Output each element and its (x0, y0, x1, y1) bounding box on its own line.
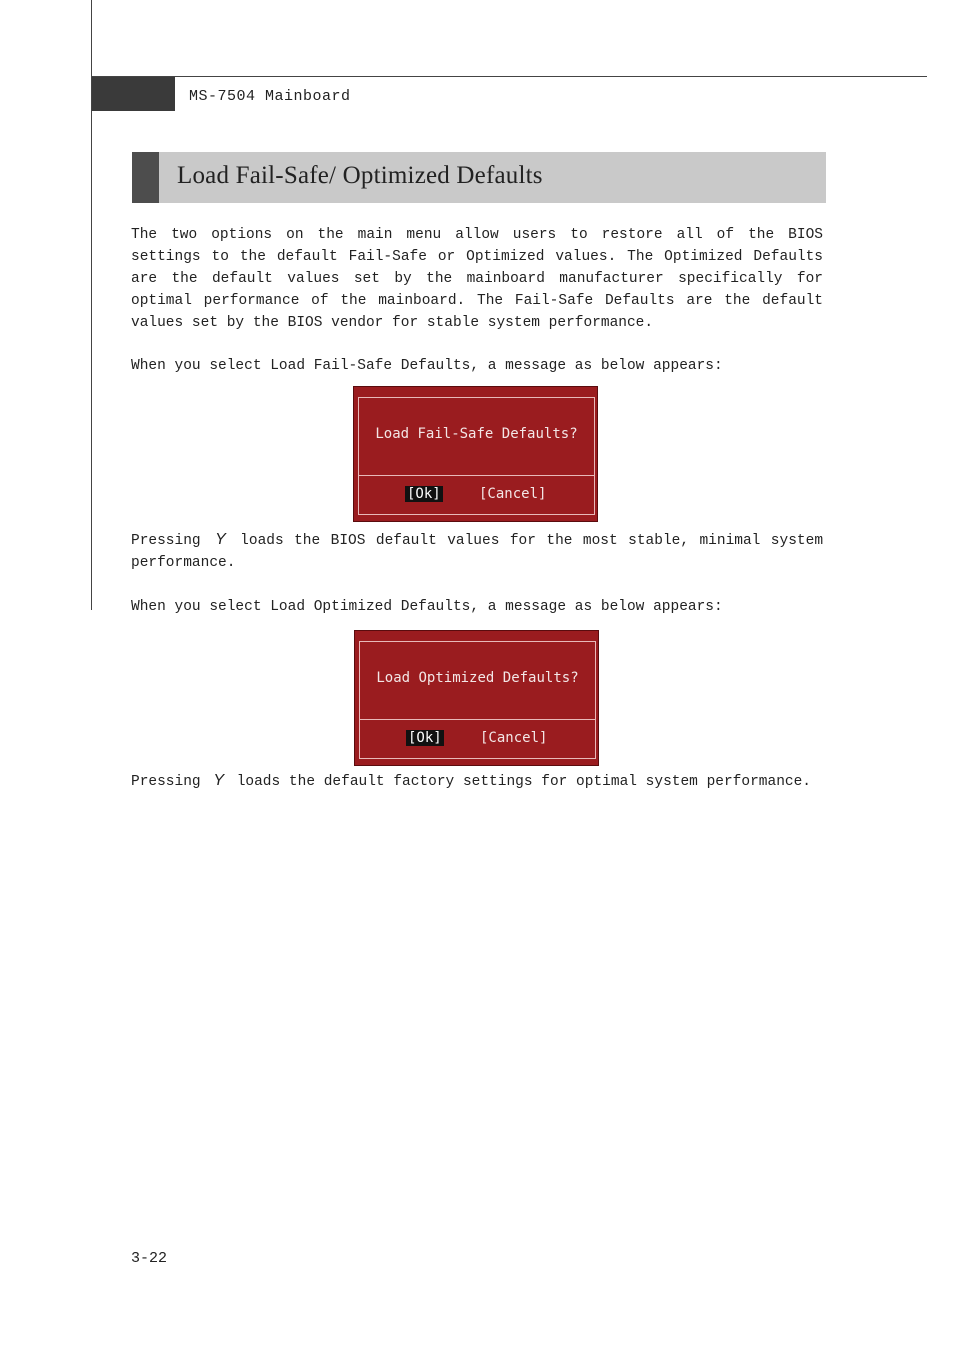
running-header-title: MS-7504 Mainboard (189, 88, 351, 105)
section-title: Load Fail-Safe/ Optimized Defaults (177, 162, 543, 189)
ok-button[interactable]: [Ok] (407, 486, 441, 502)
dialog-divider (359, 475, 594, 476)
key-y: Y (213, 772, 224, 789)
dialog-message: Load Fail-Safe Defaults? (375, 426, 578, 442)
cancel-button[interactable]: [Cancel] (480, 730, 548, 746)
dialog-divider (360, 719, 595, 720)
dialog-frame (359, 641, 596, 759)
failsafe-instruction: When you select Load Fail-Safe Defaults, a message as below appears: (131, 358, 723, 374)
section-heading-bar (132, 152, 826, 203)
cancel-button[interactable]: [Cancel] (479, 486, 547, 502)
optimized-result-text: loads the default factory settings for optimal system performance. (236, 774, 811, 790)
header-tab-block (92, 77, 175, 111)
ok-button[interactable]: [Ok] (408, 730, 442, 746)
failsafe-result-text: loads the BIOS default values for the most stable, minimal system performance. (131, 533, 824, 571)
header-rule (91, 76, 927, 77)
pressing-label: Pressing (131, 774, 201, 790)
section-heading-accent (132, 152, 159, 203)
page-number: 3-22 (131, 1250, 168, 1267)
dialog-frame (358, 397, 595, 515)
optimized-instruction: When you select Load Optimized Defaults, a message as below appears: (131, 599, 723, 615)
optimized-dialog (354, 630, 599, 766)
optimized-result-paragraph (131, 770, 823, 793)
dialog-message: Load Optimized Defaults? (376, 670, 579, 686)
failsafe-dialog (353, 386, 598, 522)
failsafe-result-paragraph (131, 529, 823, 574)
intro-paragraph: The two options on the main menu allow users to restore all of the BIOS settings to the default Fail-Safe or Optimized values. The Optimized Defaults are the default values set by the mainboard manufacturer specifically for optimal performance of the mainboard. The Fail-Safe Defaults are the default values set by the BIOS vendor for stable system performance. (131, 227, 823, 331)
pressing-label: Pressing (131, 533, 201, 549)
key-y: Y (215, 531, 226, 548)
